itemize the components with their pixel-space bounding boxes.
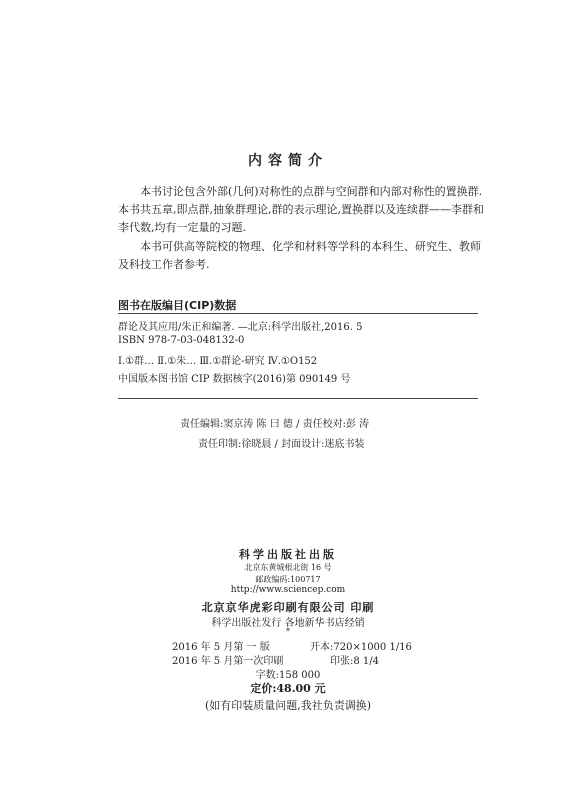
imprint-distribution: 科学出版社发行 各地新华书店经销 [211, 618, 365, 629]
imprint-word-count: 字数:158 000 [255, 670, 321, 681]
imprint-quality-note: (如有印装质量问题,我社负责调换) [204, 699, 372, 712]
cip-bottom-rule [118, 398, 478, 399]
cip-line-record-number: 中国版本图书馆 CIP 数据核字(2016)第 090149 号 [118, 374, 351, 385]
imprint-address: 北京东黄城根北街 16 号 [244, 563, 332, 572]
imprint-sheets: 印张:8 1/4 [330, 656, 380, 667]
imprint-url: http://www.sciencep.com [230, 585, 346, 595]
cip-title: 图书在版编目(CIP)数据 [118, 299, 237, 312]
imprint-postcode: 邮政编码:100717 [255, 575, 321, 584]
imprint-edition: 2016 年 5 月第 一 版 [172, 642, 270, 653]
cip-line-classification: Ⅰ.①群… Ⅱ.①朱… Ⅲ.①群论-研究 Ⅳ.①O152 [118, 356, 318, 367]
imprint-price: 定价:48.00 元 [250, 682, 326, 695]
imprint-printer: 北京京华虎彩印刷有限公司 印刷 [201, 601, 375, 614]
cip-line-isbn: ISBN 978-7-03-048132-0 [118, 335, 245, 346]
imprint-publisher: 科学出版社出版 [239, 548, 337, 561]
cip-line-title-author: 群论及其应用/朱正和编著. —北京:科学出版社,2016. 5 [118, 322, 363, 333]
intro-paragraph-2: 本书可供高等院校的物理、化学和材料等学科的本科生、研究生、教师及科技工作者参考. [118, 240, 481, 271]
imprint-format: 开本:720×1000 1/16 [310, 642, 412, 653]
staff-editors: 责任编辑:窦京涛 陈 曰 德 / 责任校对:彭 涛 [180, 419, 370, 430]
intro-paragraph-1: 本书讨论包含外部(几何)对称性的点群与空间群和内部对称性的置换群.本书共五章,即点群,抽象群理论,群的表示理论,置换群以及连续群——李群和李代数,均有一定量的习题. [118, 185, 484, 234]
staff-production: 责任印制:徐晓晨 / 封面设计:迷底书装 [198, 439, 365, 450]
imprint-printing: 2016 年 5 月第一次印刷 [172, 656, 284, 667]
cip-top-rule [118, 313, 478, 314]
intro-title: 内容简介 [248, 153, 328, 169]
imprint-separator-star: * [286, 627, 290, 636]
